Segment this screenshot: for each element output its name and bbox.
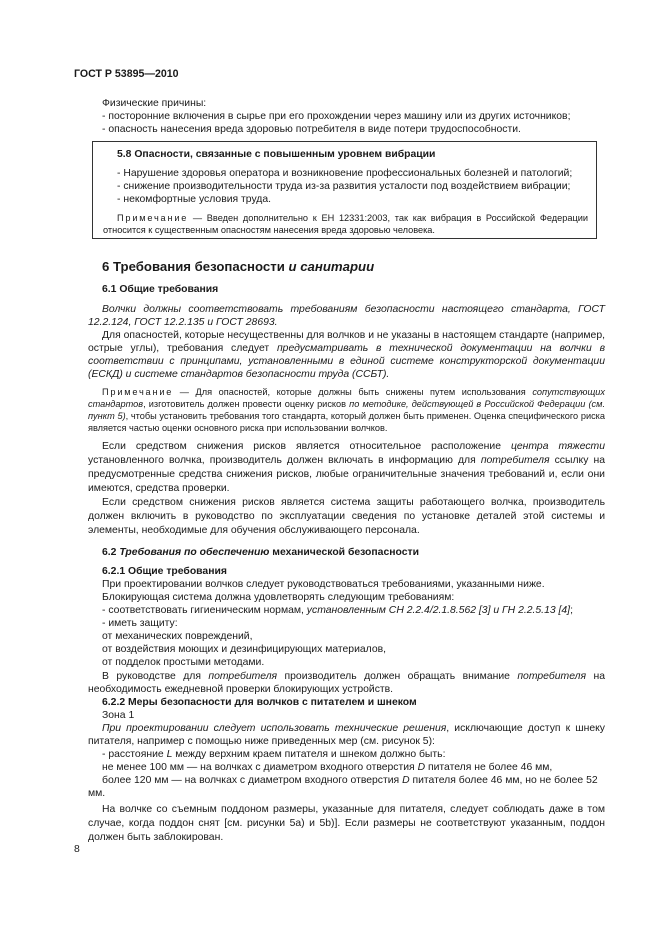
- para-5-italic: потребителя: [208, 671, 278, 682]
- note-2: [88, 386, 605, 434]
- section-6-2-title: [102, 546, 419, 559]
- section-6-title: [102, 259, 374, 275]
- line: [88, 774, 605, 800]
- line: [88, 761, 605, 774]
- line-text: между верхним краем питателя и шнеком должно быть:: [172, 749, 446, 760]
- para-5: [88, 670, 605, 696]
- vibration-item: - Нарушение здоровья оператора и возникновение профессиональных болезней и патологий;: [117, 168, 573, 179]
- section-6-2-body: [88, 565, 605, 845]
- para-5-text: В руководстве для: [102, 671, 209, 682]
- line-text: не менее 100 мм — на волчках с диаметром входного отверстия: [102, 762, 418, 773]
- line: от воздействия моющих и дезинфицирующих материалов,: [102, 644, 387, 655]
- para-7: На волчке со съемным поддоном размеры, указанные для питателя, следует соблюдать даже в том случае, когда поддон снят [см. рисунки 5а) и 5b)]. Если размеры не соответствуют указанным, поддон должен быть заблокирован.: [88, 804, 605, 843]
- cause-item: - опасность нанесения вреда здоровью потребителя в виде потери трудоспособности.: [102, 124, 521, 135]
- para-1: Волчки должны соответствовать требованиям безопасности настоящего стандарта, ГОСТ 12.2.124, ГОСТ 12.2.135 и ГОСТ 28693.: [88, 304, 605, 328]
- cause-item: - посторонние включения в сырье при его прохождении через машину или из других источников;: [102, 111, 571, 122]
- para-4: Если средством снижения рисков является система защиты работающего волчка, производитель должен включить в руководство по эксплуатации сведения по установке деталей этой системы и элементы, необходимые для обучения обслуживающего персонала.: [88, 497, 605, 536]
- note-text: — Введен дополнительно к ЕН 12331:2003, так как вибрация в Российской Федерации относится к существенным опасностям нанесения вреда здоровью человека.: [103, 213, 588, 235]
- para-2-text: Для опасностей, которые несущественны для волчков и не указаны в настоящем стандарте (например, острые углы), требования следует: [88, 330, 605, 354]
- vibration-item: - некомфортные условия труда.: [117, 194, 272, 205]
- para-3-text: ссылку на предусмотренные средства снижения рисков, любые ограничительные значения требований и, если они имеются, средства проверки.: [88, 455, 605, 494]
- para-3-italic: потребителя: [480, 455, 550, 466]
- causes-label: Физические причины:: [102, 98, 207, 109]
- vibration-item: - снижение производительности труда из-за развития усталости под воздействием вибрации;: [117, 181, 571, 192]
- line-text: питателя более 46 мм, но не более 52 мм.: [88, 775, 598, 799]
- line-italic: D: [417, 762, 426, 773]
- line: [88, 748, 605, 761]
- line-text: ;: [570, 605, 573, 616]
- line: [88, 604, 605, 617]
- section-6-2-2-title: 6.2.2 Меры безопасности для волчков с питателем и шнеком: [102, 697, 417, 708]
- section-6-title-italic: и санитарии: [288, 259, 375, 274]
- line: Блокирующая система должна удовлетворять следующим требованиям:: [102, 592, 455, 603]
- section-6-1-body: [88, 303, 605, 538]
- section-5-8-box: [92, 141, 597, 239]
- note-2-italic: сопутствующих стандартов: [88, 387, 605, 409]
- line-italic: установленным СН 2.2.4/2.1.8.562 [3] и ГН 2.2.5.13 [4]: [306, 605, 571, 616]
- box-note: [103, 212, 588, 236]
- section-6-2-italic: Требования по обеспечению: [119, 547, 270, 558]
- line: При проектировании волчков следует руководствоваться требованиями, указанными ниже.: [102, 579, 545, 590]
- zone-label: Зона 1: [102, 710, 135, 721]
- para-2-italic: предусматривать в технической документации на волчки в соответствии с принципами, установленными в единой системе конструкторской документации (ЕСКД) и системе стандартов безопасности труда (ССБТ).: [88, 343, 605, 380]
- para-2: [88, 329, 605, 381]
- para-6-italic: При проектировании следует использовать технические решения: [102, 723, 447, 734]
- section-6-2-text: механической безопасности: [269, 547, 419, 558]
- note-2-text: , чтобы установить требования того стандарта, который должен быть применен. Оценка специфического риска является частью оценки основного риска при использовании волчков.: [88, 411, 605, 433]
- note-label: Примечание: [117, 213, 189, 223]
- note-2-text: , изготовитель должен провести оценку рисков: [143, 399, 350, 409]
- document-header: ГОСТ Р 53895—2010: [74, 68, 179, 80]
- line-text: - расстояние: [102, 749, 167, 760]
- para-3-italic: центра тяжести: [510, 441, 605, 452]
- para-6-text: , исключающие доступ к шнеку питателя, например с помощью ниже приведенных мер (см. рисунок 5):: [88, 723, 605, 747]
- line: от механических повреждений,: [102, 631, 253, 642]
- section-5-8-title: 5.8 Опасности, связанные с повышенным уровнем вибрации: [117, 149, 436, 160]
- para-5-italic: потребителя: [517, 671, 587, 682]
- page-number: 8: [74, 844, 80, 855]
- section-6-title-main: 6 Требования безопасности: [102, 259, 289, 274]
- note-2-label: Примечание: [102, 387, 174, 397]
- para-3-text: Если средством снижения рисков является относительное расположение: [102, 441, 511, 452]
- line-text: питателя не более 46 мм,: [425, 762, 553, 773]
- physical-causes: [102, 97, 605, 136]
- line-text: более 120 мм — на волчках с диаметром входного отверстия: [102, 775, 403, 786]
- line: от подделок простыми методами.: [102, 657, 265, 668]
- para-5-text: производитель должен обращать внимание: [277, 671, 518, 682]
- para-6: [88, 722, 605, 748]
- para-3-text: установленного волчка, производитель должен включать в информацию для: [88, 455, 481, 466]
- para-5-text: на необходимость ежедневной проверки блокирующих устройств.: [88, 671, 605, 695]
- para-3: [88, 440, 605, 496]
- section-6-2-num: 6.2: [102, 547, 120, 558]
- line: - иметь защиту:: [102, 618, 178, 629]
- note-2-italic: по методике, действующей в Российской Федерации (см. пункт 5): [88, 399, 605, 421]
- line-italic: D: [402, 775, 410, 786]
- line-italic: L: [166, 749, 173, 760]
- section-6-1-title: 6.1 Общие требования: [102, 284, 219, 295]
- line-text: - соответствовать гигиеническим нормам,: [102, 605, 307, 616]
- section-6-2-1-title: 6.2.1 Общие требования: [102, 566, 227, 577]
- note-2-text: — Для опасностей, которые должны быть снижены путем использования: [173, 387, 533, 397]
